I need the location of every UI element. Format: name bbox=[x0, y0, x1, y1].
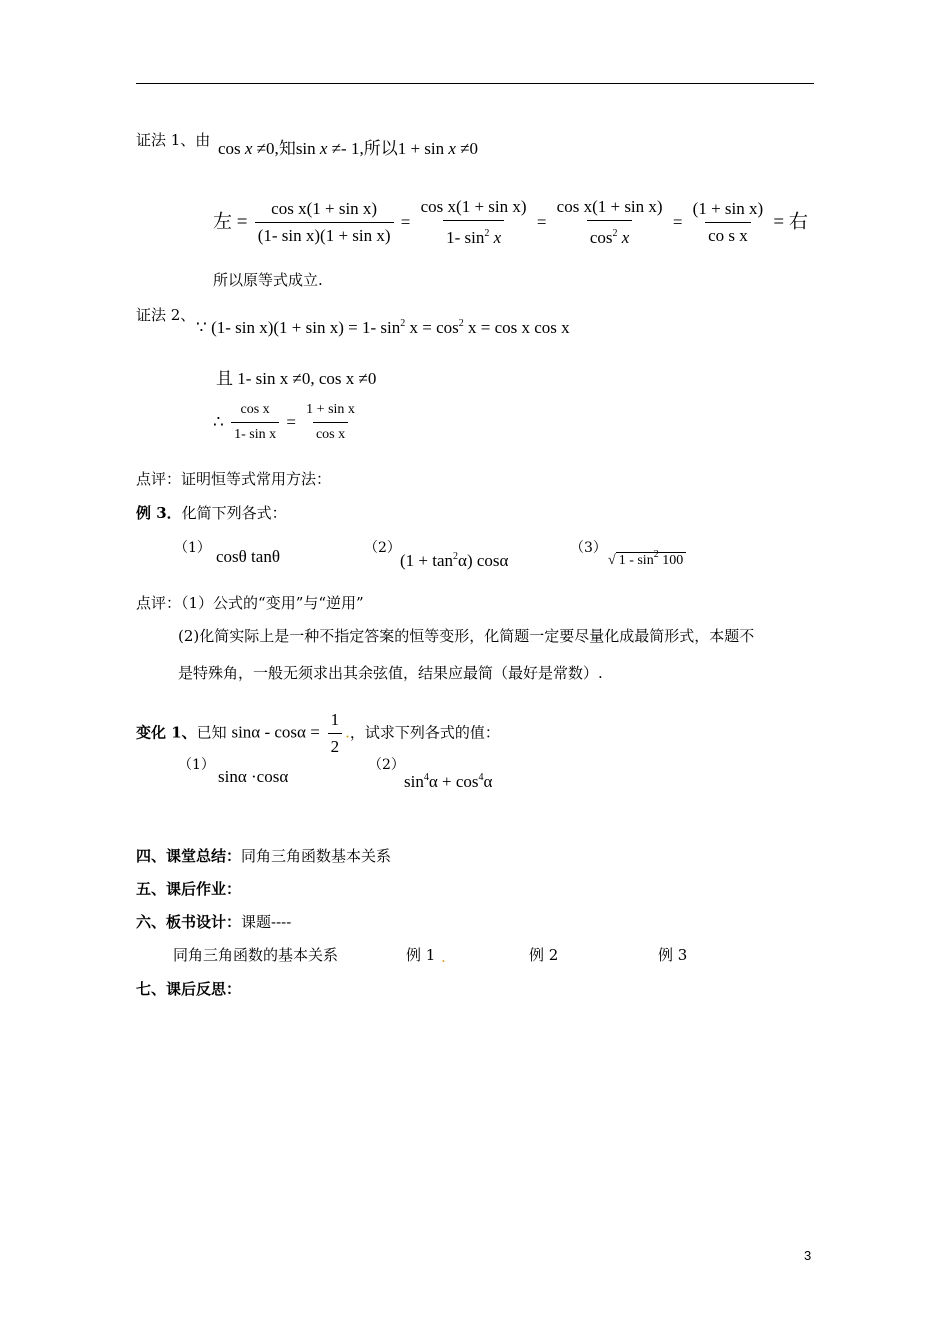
section-homework: 五、课后作业： bbox=[136, 880, 242, 898]
proof2-line2: 且 1- sin x ≠0, cos x ≠0 bbox=[216, 369, 377, 388]
variation1-item2-expr: $\sin^4\alpha + \cos^4\alpha$ bbox=[404, 772, 493, 791]
example3-heading: 例 3．化简下列各式： bbox=[136, 504, 287, 522]
comment-formula-usage: 点评：（1）公式的“变用”与“逆用” bbox=[136, 594, 364, 612]
header-rule bbox=[136, 83, 814, 84]
proof1-equation: 左 = $\frac{\text{cos x(1 + sin x)}}{\text{(1- sin x)(1 + sin x)}}$ = $\frac{\text{cos x(1 + sin x)}}{1- \sin^2 x}$ = $\frac{\text{cos x(1 + sin x)}}{\cos^2 x}$ = $\frac{\text{(1 + sin x)}}{\text{co s x}}$ = 右 bbox=[213, 197, 808, 247]
proof1-conclusion: 所以原等式成立. bbox=[213, 271, 323, 289]
comment-simplify-line1: (2)化简实际上是一种不指定答案的恒等变形，化简题一定要尽量化成最简形式，本题不 bbox=[178, 627, 755, 645]
section-board-design: 六、板书设计：课题---- bbox=[136, 913, 292, 931]
variation1-item2-num: （2） bbox=[368, 757, 405, 773]
yellow-mark: . bbox=[441, 948, 446, 966]
example3-item2-expr: $(1 + \tan^2\alpha)$ cosα bbox=[400, 551, 509, 570]
page-number: 3 bbox=[804, 1248, 812, 1263]
example3-item3-num: （3） bbox=[570, 540, 607, 556]
example3-item2-num: （2） bbox=[364, 540, 401, 556]
board-item-example3: 例 3 bbox=[658, 946, 688, 964]
example3-item3-expr: √ $1 - \sin^2 100$ bbox=[608, 545, 686, 571]
variation1-item1-expr: sinα ·cosα bbox=[218, 767, 289, 786]
proof2-line1: ∵ (1- sin x)(1 + sin x) = 1- $\sin^2 x = \cos^2 x = \cos x$ cos x bbox=[196, 318, 570, 337]
comment-simplify-line2: 是特殊角，一般无须求出其余弦值，结果应最简（最好是常数）. bbox=[178, 664, 603, 682]
board-item-example2: 例 2 bbox=[529, 946, 559, 964]
comment-proof-methods: 点评：证明恒等式常用方法： bbox=[136, 470, 332, 488]
proof2-label: 证法 2、 bbox=[136, 306, 196, 324]
example3-item1-expr: cosθ tanθ bbox=[216, 547, 280, 566]
board-item-example1: 例 1 bbox=[406, 946, 436, 964]
proof1-label: 证法 1、由 bbox=[136, 131, 211, 149]
proof2-therefore: ∴ $\frac{\text{cos x}}{\text{1- sin x}}$ = $\frac{\text{1 + sin x}}{\text{cos x}}$ bbox=[213, 400, 361, 445]
board-item-title: 同角三角函数的基本关系 bbox=[173, 946, 339, 964]
section-reflection: 七、课后反思： bbox=[136, 980, 242, 998]
variation1-item1-num: （1） bbox=[178, 757, 215, 773]
variation1-heading: 变化 1、已知 sinα - cosα = $\frac{1}{2}$ .，试求下列各式的值： bbox=[136, 710, 500, 756]
proof1-condition: cos x ≠0,知sin x ≠- 1,所以1 + sin x ≠0 bbox=[218, 139, 479, 158]
section-summary: 四、课堂总结：同角三角函数基本关系 bbox=[136, 847, 392, 865]
example3-item1-num: （1） bbox=[174, 540, 211, 556]
